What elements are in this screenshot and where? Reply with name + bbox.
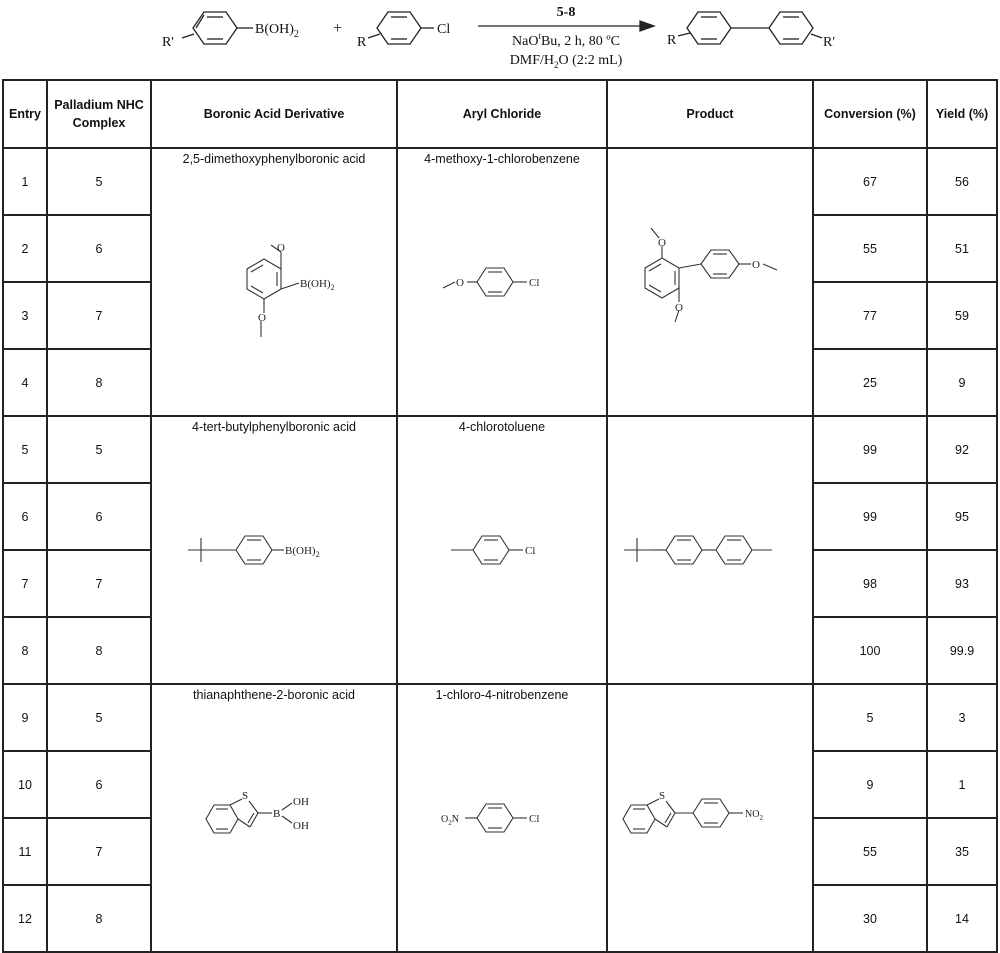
yield-cell: 35 (927, 818, 997, 885)
conversion-cell: 55 (813, 818, 927, 885)
reactant2-benzene-ring (368, 12, 434, 44)
product-substituent-right: R' (823, 35, 835, 50)
table-header-row (3, 80, 997, 148)
boronic-acid-name: thianaphthene-2-boronic acid (193, 688, 355, 702)
header-conversion: Conversion (%) (813, 80, 927, 148)
sulfur-label: S (242, 790, 249, 802)
conversion-cell: 98 (813, 550, 927, 617)
header-yield: Yield (%) (927, 80, 997, 148)
complex-cell: 7 (47, 550, 151, 617)
header-palladium-complex: Palladium NHC Complex (47, 80, 151, 148)
entry-cell: 8 (3, 617, 47, 684)
entry-cell: 7 (3, 550, 47, 617)
conversion-cell: 77 (813, 282, 927, 349)
yield-cell: 59 (927, 282, 997, 349)
complex-cell: 8 (47, 617, 151, 684)
entry-cell: 1 (3, 148, 47, 215)
header-entry: Entry (3, 80, 47, 148)
complex-cell: 7 (47, 282, 151, 349)
plus-sign: + (333, 20, 343, 37)
boronic-acid-cell (151, 416, 397, 684)
boronic-acid-name: 4-tert-butylphenylboronic acid (192, 420, 356, 434)
chloro-label: Cl (529, 813, 540, 825)
chloro-label: Cl (525, 545, 536, 557)
conditions-line1: NaO$^t$Bu, 2 h, 80 ºC (512, 31, 620, 49)
entry-cell: 6 (3, 483, 47, 550)
product-cell (607, 416, 813, 684)
conversion-cell: 9 (813, 751, 927, 818)
reaction-scheme (0, 0, 1000, 78)
complex-cell: 5 (47, 148, 151, 215)
dimethoxy-methoxybiphenyl-structure (625, 222, 795, 342)
conditions-line2: DMF/$H_2O$ (2:2 mL) (509, 53, 623, 70)
complex-cell: 6 (47, 215, 151, 282)
yield-cell: 92 (927, 416, 997, 483)
aryl-chloride-name: 4-methoxy-1-chlorobenzene (424, 152, 580, 166)
boronic-acid-cell (151, 684, 397, 952)
yield-cell: 14 (927, 885, 997, 952)
entry-cell: 2 (3, 215, 47, 282)
header-boronic-acid: Boronic Acid Derivative (151, 80, 397, 148)
hydroxy-label-1: OH (293, 796, 309, 808)
yield-cell: 3 (927, 684, 997, 751)
reactant1-group: $B(OH)_2$ (255, 22, 299, 40)
conversion-cell: 67 (813, 148, 927, 215)
reactant1-benzene-ring (182, 12, 253, 44)
aryl-chloride-cell (397, 416, 607, 684)
entry-cell: 4 (3, 349, 47, 416)
aryl-chloride-cell (397, 684, 607, 952)
tert-butyl-methylbiphenyl-structure (620, 520, 800, 580)
conversion-cell: 99 (813, 416, 927, 483)
yield-cell: 1 (927, 751, 997, 818)
dimethoxyphenylboronic-acid-structure (199, 217, 349, 347)
product-cell (607, 684, 813, 952)
aryl-chloride-cell (397, 148, 607, 416)
product-cell (607, 148, 813, 416)
boronic-acid-cell (151, 148, 397, 416)
header-aryl-chloride: Aryl Chloride (397, 80, 607, 148)
entry-cell: 9 (3, 684, 47, 751)
conversion-cell: 99 (813, 483, 927, 550)
reactant1-substituent: R' (162, 35, 174, 50)
reactant2-group: Cl (437, 22, 451, 37)
chloro-label: Cl (529, 277, 540, 289)
entry-cell: 5 (3, 416, 47, 483)
entry-cell: 3 (3, 282, 47, 349)
svg-text:O: O (658, 237, 666, 249)
yield-cell: 99.9 (927, 617, 997, 684)
conversion-cell: 100 (813, 617, 927, 684)
yield-cell: 93 (927, 550, 997, 617)
yield-cell: 51 (927, 215, 997, 282)
chlorotoluene-structure (447, 520, 557, 580)
table-row (3, 684, 997, 751)
chloronitrobenzene-structure (437, 788, 567, 848)
conversion-cell: 5 (813, 684, 927, 751)
nitro-label: $O_2N$ (441, 814, 459, 827)
complex-cell: 5 (47, 684, 151, 751)
reaction-arrow (478, 21, 654, 31)
methoxy-chlorobenzene-structure (437, 252, 567, 312)
aryl-chloride-name: 1-chloro-4-nitrobenzene (435, 688, 569, 702)
svg-text:O: O (752, 259, 760, 271)
yield-cell: 56 (927, 148, 997, 215)
reactant2-substituent: R (357, 35, 367, 50)
complex-cell: 6 (47, 751, 151, 818)
table-row (3, 416, 997, 483)
complex-cell: 8 (47, 349, 151, 416)
entry-cell: 12 (3, 885, 47, 952)
yield-cell: 9 (927, 349, 997, 416)
svg-text:O: O (675, 302, 683, 314)
complex-cell: 6 (47, 483, 151, 550)
catalyst-label: 5-8 (556, 5, 576, 20)
product-biphenyl (678, 12, 822, 44)
boronic-group-label: $B(OH)_2$ (285, 545, 320, 559)
conversion-cell: 55 (813, 215, 927, 282)
entry-cell: 11 (3, 818, 47, 885)
product-substituent-left: R (667, 33, 677, 48)
svg-text:O: O (277, 242, 285, 254)
table-row (3, 148, 997, 215)
conversion-cell: 25 (813, 349, 927, 416)
results-table (2, 79, 998, 953)
complex-cell: 7 (47, 818, 151, 885)
header-product: Product (607, 80, 813, 148)
boronic-group-label: $B(OH)_2$ (300, 278, 335, 292)
svg-text:O: O (258, 312, 266, 324)
entry-cell: 10 (3, 751, 47, 818)
hydroxy-label-2: OH (293, 820, 309, 832)
nitrophenyl-benzothiophene-structure (615, 783, 805, 853)
complex-cell: 5 (47, 416, 151, 483)
conversion-cell: 30 (813, 885, 927, 952)
yield-cell: 95 (927, 483, 997, 550)
boronic-acid-name: 2,5-dimethoxyphenylboronic acid (182, 152, 366, 166)
boron-label: B (273, 808, 281, 820)
tert-butylphenylboronic-acid-structure (184, 520, 364, 580)
thianaphthene-boronic-acid-structure (194, 783, 354, 853)
aryl-chloride-name: 4-chlorotoluene (458, 420, 546, 434)
complex-cell: 8 (47, 885, 151, 952)
nitro-label: $NO_2$ (745, 809, 763, 822)
sulfur-label: S (659, 790, 666, 802)
svg-text:O: O (456, 277, 464, 289)
